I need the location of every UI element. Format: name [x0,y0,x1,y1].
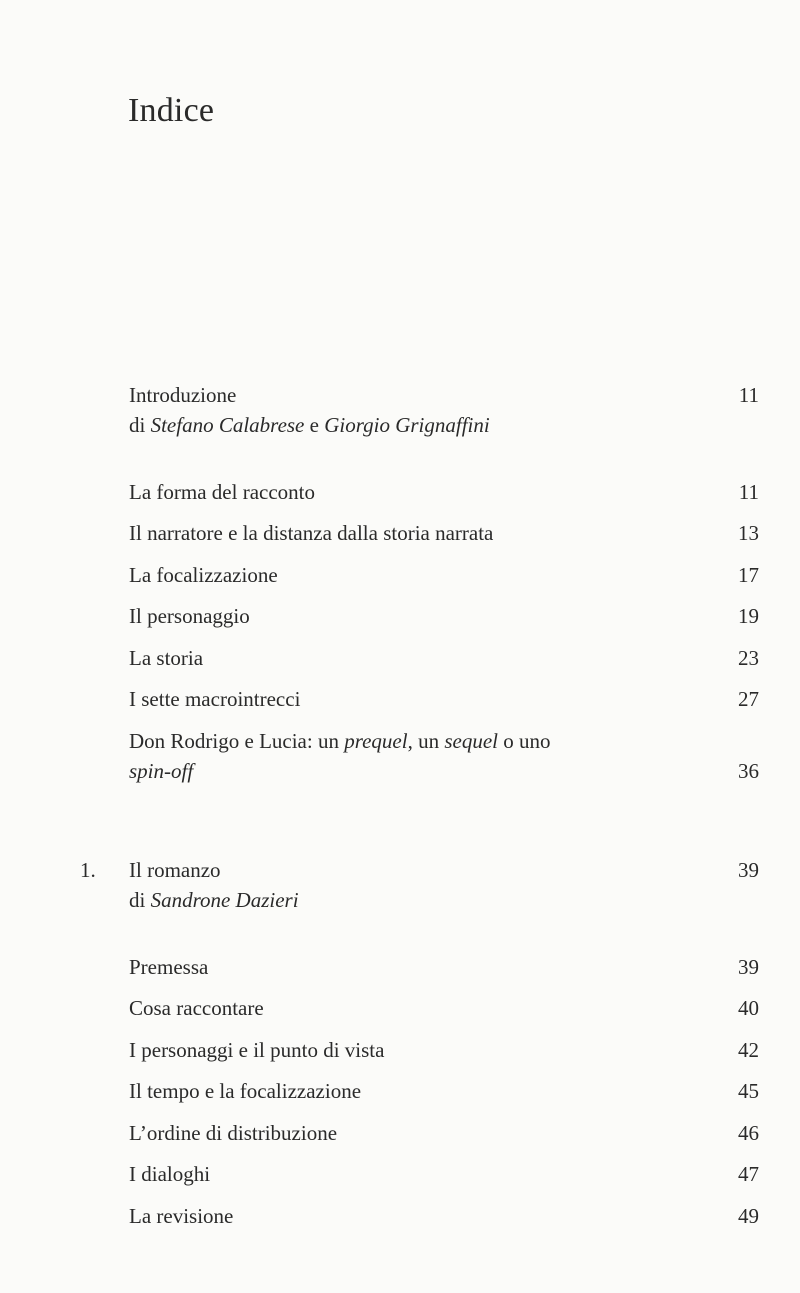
page-number: 27 [738,687,759,711]
page-number: 42 [738,1038,759,1062]
entry-label: I sette macrointrecci [129,687,301,711]
entry-label: La forma del racconto [129,480,315,504]
entry-label: Il narratore e la distanza dalla storia narrata [129,521,494,545]
toc-entry[interactable] [0,1076,800,1106]
entry-label: L’ordine di distribuzione [129,1121,338,1145]
section-heading: Introduzione [129,383,237,407]
page-number: 39 [738,858,759,882]
toc-entry[interactable] [0,1035,800,1065]
toc-entry[interactable] [0,1159,800,1189]
page-number: 11 [738,480,759,504]
chapter-author: di Sandrone Dazieri [129,888,299,912]
toc-entry[interactable] [0,477,800,507]
entry-label-line1: Don Rodrigo e Lucia: un prequel, un sequel o uno [129,729,551,753]
entry-label: La revisione [129,1204,234,1228]
page-number: 23 [738,646,759,670]
page-number: 40 [738,996,759,1020]
entry-label-line2: spin-off [129,759,194,783]
chapter-heading: Il romanzo [129,858,221,882]
page-number: 11 [738,383,759,407]
toc-entry[interactable] [0,684,800,714]
page-number: 39 [738,955,759,979]
section-authors: di Stefano Calabrese e Giorgio Grignaffini [129,413,490,437]
entry-label: La focalizzazione [129,563,278,587]
chapter-number: 1. [80,858,96,882]
toc-entry[interactable] [0,1201,800,1231]
toc-entry[interactable] [0,601,800,631]
entry-label: Il tempo e la focalizzazione [129,1079,362,1103]
toc-entry[interactable] [0,726,800,756]
entry-label: La storia [129,646,204,670]
entry-label: I dialoghi [129,1162,211,1186]
page-number: 36 [738,759,759,783]
toc-entry[interactable] [0,560,800,590]
entry-label: Il personaggio [129,604,250,628]
page-number: 46 [738,1121,759,1145]
toc-entry[interactable] [0,952,800,982]
page-number: 13 [738,521,759,545]
toc-entry[interactable] [0,993,800,1023]
page-number: 17 [738,563,759,587]
entry-label: I personaggi e il punto di vista [129,1038,385,1062]
page-number: 47 [738,1162,759,1186]
page-number: 19 [738,604,759,628]
toc-section-intro[interactable] [0,380,800,410]
toc-entry-continuation[interactable] [0,756,800,786]
entry-label: Premessa [129,955,209,979]
toc-entry[interactable] [0,1118,800,1148]
page-number: 49 [738,1204,759,1228]
toc-chapter-1[interactable] [0,855,800,885]
entry-label: Cosa raccontare [129,996,264,1020]
toc-entry[interactable] [0,518,800,548]
page-title: Indice [128,92,215,129]
toc-entry[interactable] [0,643,800,673]
page-number: 45 [738,1079,759,1103]
